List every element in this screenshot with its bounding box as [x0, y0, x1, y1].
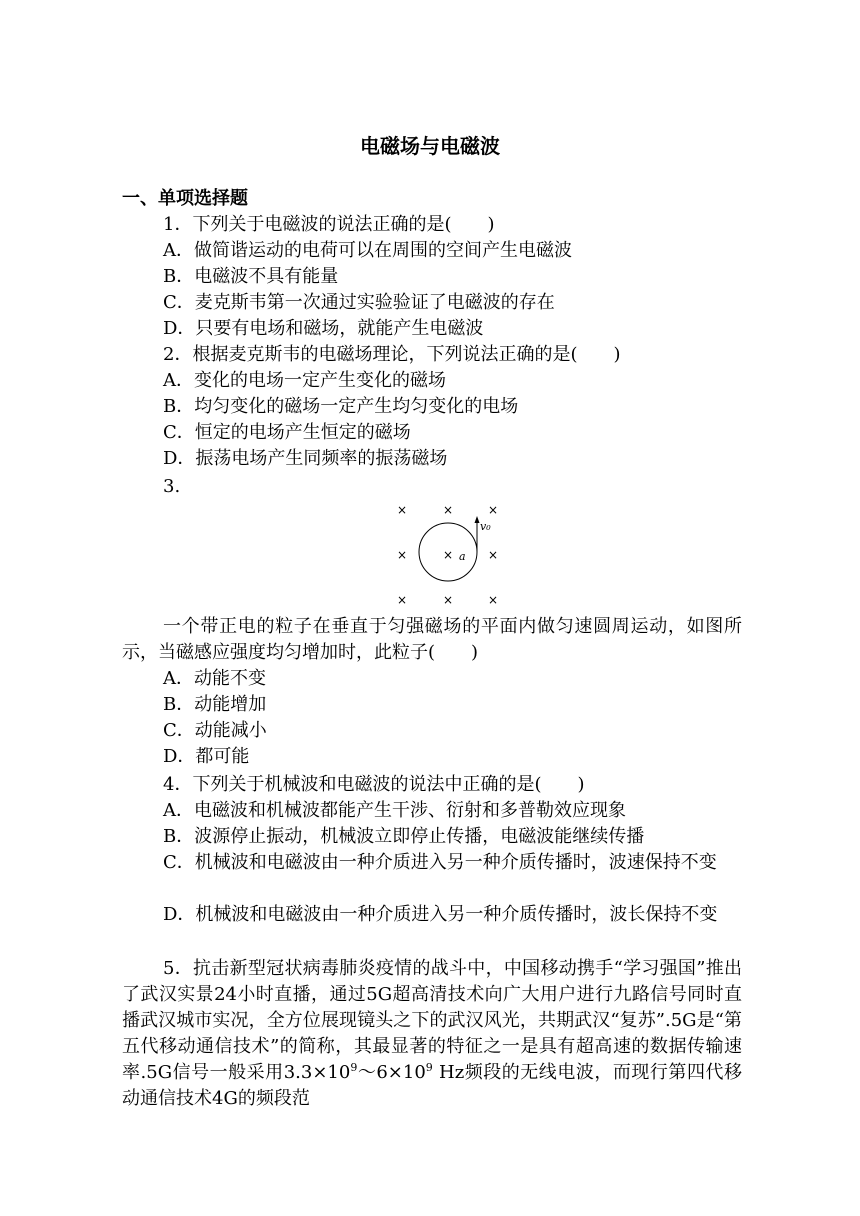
q5-text-part1: 5．抗击新型冠状病毒肺炎疫情的战斗中，中国移动携手“学习强国”推出了武汉实景24小时直播，通过5G超高清技术向广大用户进行九路信号同时直播武汉城市实况，全方位展现镜头之下的武汉风光，共期武汉“复苏”.5G是“第五代移动通信技术”的简称，其最显著的特征之一是具有超高速的数据传输速率.5G信号一般采用3.3×10 [122, 958, 742, 1083]
velocity-label: v₀ [480, 520, 491, 533]
velocity-arrow-head [475, 516, 480, 523]
q4-option-d: D．机械波和电磁波由一种介质进入另一种介质传播时，波长保持不变 [163, 904, 718, 925]
page-title: 电磁场与电磁波 [360, 134, 500, 158]
q4-stem: 4．下列关于机械波和电磁波的说法中正确的是( ) [163, 774, 585, 795]
q5-stem [122, 956, 742, 1112]
q2-option-d: D．振荡电场产生同频率的振荡磁场 [163, 448, 448, 469]
q1-option-a: A．做简谐运动的电荷可以在周围的空间产生电磁波 [163, 240, 572, 261]
magnetic-field-figure [390, 498, 510, 608]
q3-option-b: B．动能增加 [163, 694, 267, 715]
q1-stem: 1．下列关于电磁波的说法正确的是( ) [163, 214, 495, 235]
q5-exponent-1: 9 [350, 1061, 358, 1074]
section-heading: 一、单项选择题 [122, 188, 248, 209]
q3-option-d: D．都可能 [163, 746, 250, 767]
field-cross-mark: × [442, 593, 454, 607]
q1-option-d: D．只要有电场和磁场，就能产生电磁波 [163, 318, 484, 339]
q2-option-c: C．恒定的电场产生恒定的磁场 [163, 422, 411, 443]
q3-option-c: C．动能减小 [163, 720, 267, 741]
field-cross-mark: × [442, 548, 454, 562]
point-a-label: a [459, 550, 466, 563]
q4-option-c: C．机械波和电磁波由一种介质进入另一种介质传播时，波速保持不变 [163, 852, 717, 873]
q2-stem: 2．根据麦克斯韦的电磁场理论，下列说法正确的是( ) [163, 344, 621, 365]
field-cross-mark: × [487, 548, 499, 562]
q4-option-b: B．波源停止振动，机械波立即停止传播，电磁波能继续传播 [163, 826, 645, 847]
field-cross-mark: × [396, 593, 408, 607]
q5-text-part3: Hz频段的无线电波，而现行第四代移动通信技术4G的频段范 [122, 1062, 742, 1109]
q3-stem: 一个带正电的粒子在垂直于匀强磁场的平面内做匀速圆周运动，如图所示，当磁感应强度均匀增加时，此粒子( ) [122, 616, 742, 663]
q5-text-part2: ～6×10 [357, 1062, 426, 1083]
q5-exponent-2: 9 [425, 1061, 433, 1074]
q4-option-a: A．电磁波和机械波都能产生干涉、衍射和多普勒效应现象 [163, 800, 626, 821]
field-cross-mark: × [487, 503, 499, 517]
q2-option-b: B．均匀变化的磁场一定产生均匀变化的电场 [163, 396, 519, 417]
q1-option-b: B．电磁波不具有能量 [163, 266, 339, 287]
field-cross-mark: × [396, 503, 408, 517]
q3-option-a: A．动能不变 [163, 668, 266, 689]
q3-number: 3. [163, 476, 181, 497]
q2-option-a: A．变化的电场一定产生变化的磁场 [163, 370, 446, 391]
field-cross-mark: × [442, 503, 454, 517]
field-cross-mark: × [487, 593, 499, 607]
field-cross-mark: × [396, 548, 408, 562]
q1-option-c: C．麦克斯韦第一次通过实验验证了电磁波的存在 [163, 292, 555, 313]
